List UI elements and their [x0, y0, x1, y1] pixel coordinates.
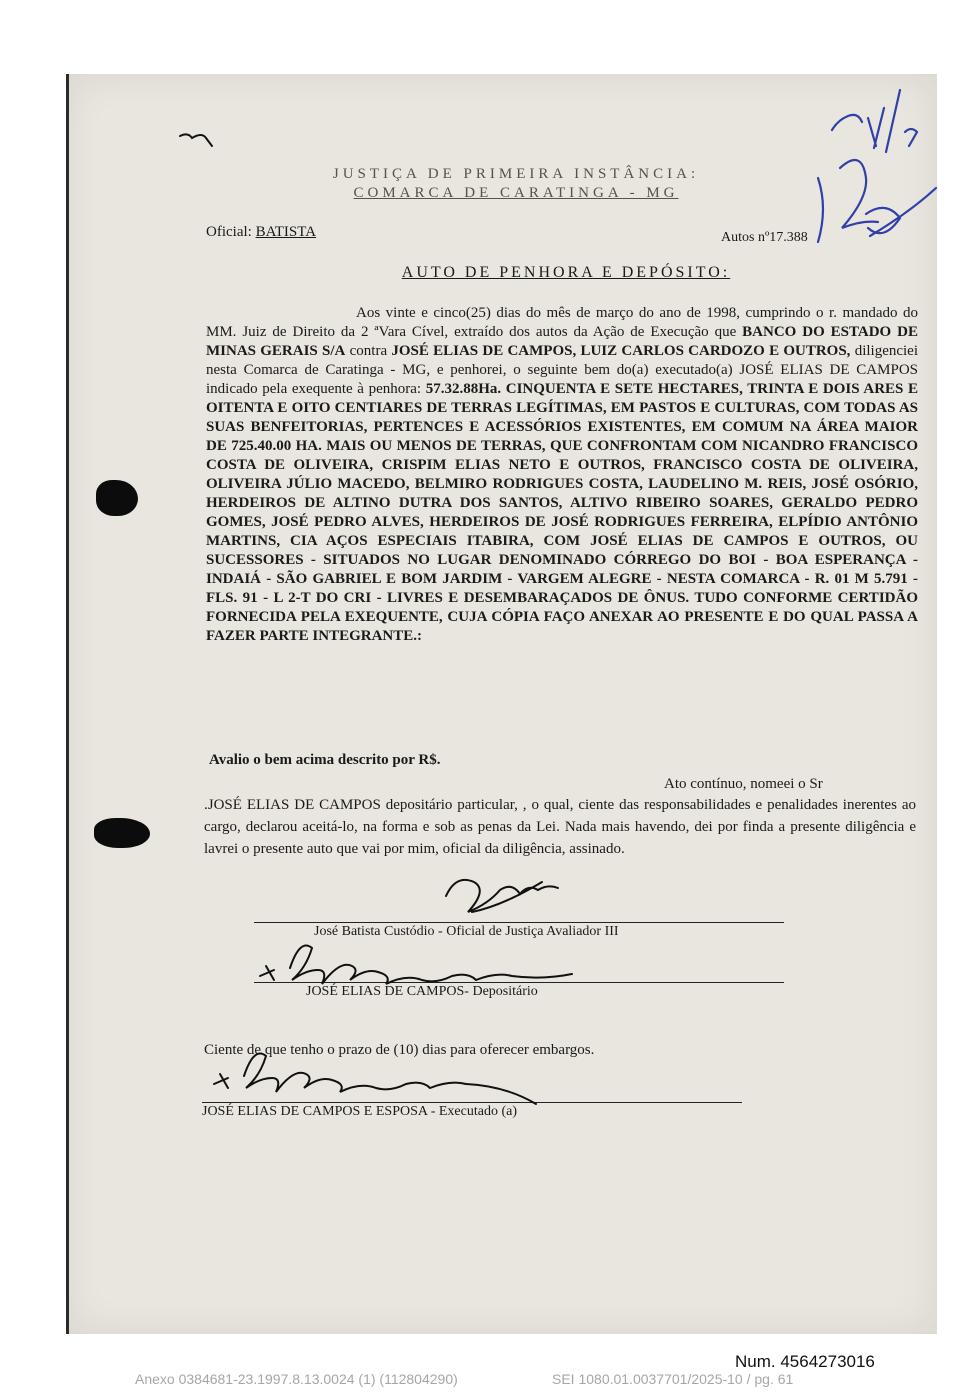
- court-header: JUSTIÇA DE PRIMEIRA INSTÂNCIA:: [332, 166, 700, 182]
- oficial-signature-caption: José Batista Custódio - Oficial de Justiça Avaliador III: [314, 924, 619, 939]
- property-description: 57.32.88Ha. CINQUENTA E SETE HECTARES, TRINTA E DOIS ARES E OITENTA E OITO CENTIARES DE TERRAS LEGÍTIMAS, EM PASTOS E CULTURAS, COM TODAS AS SUAS BENFEITORIAS, PERTENCES E ACESSÓRIOS EXISTENTES, EM COMUM NA ÁREA MAIOR DE 725.40.00 HA. MAIS OU MENOS DE TERRAS, QUE CONFRONTAM COM NICANDRO FRANCISCO COSTA DE OLIVEIRA, CRISPIM ELIAS NETO E OUTROS, FRANCISCO COSTA DE OLIVEIRA, OLIVEIRA JÚLIO MACEDO, BELMIRO RODRIGUES COSTA, LAUDELINO M. REIS, JOSÉ OSÓRIO, HERDEIROS DE ALTINO DUTRA DOS SANTOS, ALTIVO RIBEIRO SOARES, GERALDO PEDRO GOMES, JOSÉ PEDRO ALVES, HERDEIROS DE JOSÉ RODRIGUES FERREIRA, ELPÍDIO ANTÔNIO MARTINS, CIA AÇOS ESPECIAIS ITABIRA, COM JOSÉ ELIAS DE CAMPOS E OUTROS, OU SUCESSORES - SITUADOS NO LUGAR DENOMINADO CÓRREGO DO BOI - BOA ESPERANÇA - INDAIÁ - SÃO GABRIEL E BOM JARDIM - VARGEM ALEGRE - NESTA COMARCA - R. 01 M 5.791 - FLS. 91 - L 2-T DO CRI - LIVRES E DESEMBARAÇADOS DE ÔNUS. TUDO CONFORME CERTIDÃO FORNECIDA PELA EXEQUENTE, CUJA CÓPIA FAÇO ANEXAR AO PRESENTE E DO QUAL PASSA A FAZER PARTE INTEGRANTE.:: [206, 381, 918, 644]
- annex-reference: Anexo 0384681-23.1997.8.13.0024 (1) (112804290): [135, 1371, 458, 1387]
- document-title: AUTO DE PENHORA E DEPÓSITO:: [401, 264, 731, 281]
- valuation-line: Avalio o bem acima descrito por R$.: [209, 752, 441, 768]
- oficial-label: Oficial:: [206, 224, 252, 240]
- court-subheader: COMARCA DE CARATINGA - MG: [353, 185, 679, 201]
- creditor-name: BANCO DO ESTADO DE MINAS GERAIS S/A: [206, 324, 918, 359]
- depositario-signature-icon: [260, 966, 274, 980]
- margin-note-icon: [832, 115, 862, 130]
- executado-signature-icon: [214, 1074, 228, 1088]
- scribble-mark-icon: [180, 134, 212, 146]
- ciente-statement: Ciente de que tenho o prazo de (10) dias para oferecer embargos.: [204, 1042, 595, 1058]
- case-number: Autos nº17.388: [721, 230, 808, 245]
- oficial-signature-icon: [446, 880, 558, 912]
- depositary-paragraph: .JOSÉ ELIAS DE CAMPOS depositário particular, , o qual, ciente das responsabilidades e penalidades inerentes ao cargo, declarou aceitá-lo, na forma e sob as penas da Lei. Nada mais havendo, dei por finda a presente diligência e lavrei o presente auto que vai por mim, oficial da diligência, assinado.: [204, 797, 916, 857]
- oficial-name: BATISTA: [255, 224, 317, 240]
- document-number: Num. 4564273016: [735, 1352, 875, 1371]
- debtor-names: JOSÉ ELIAS DE CAMPOS, LUIZ CARLOS CARDOZO E OUTROS,: [391, 343, 851, 359]
- executado-signature-caption: JOSÉ ELIAS DE CAMPOS E ESPOSA - Executado (a): [202, 1104, 517, 1119]
- depositario-signature-caption: JOSÉ ELIAS DE CAMPOS- Depositário: [306, 984, 538, 999]
- body-intro: Aos vinte e cinco(25) dias do mês de março do ano de 1998, cumprindo o r. mandado do MM. Juiz de Direito da 2 ªVara Cível, extraído dos autos da Ação de Execução que: [206, 305, 918, 340]
- contra-word: contra: [349, 343, 388, 359]
- body-continuation: diligenciei nesta Comarca de Caratinga - MG, e penhorei, o seguinte bem do(a) executado(a) JOSÉ ELIAS DE CAMPOS indicado pela exequente à penhora:: [206, 343, 918, 397]
- sei-reference: SEI 1080.01.0037701/2025-10 / pg. 61: [552, 1371, 794, 1387]
- ato-continuo-line: Ato contínuo, nomeei o Sr: [664, 776, 823, 792]
- page-number-mark-icon: [818, 178, 823, 242]
